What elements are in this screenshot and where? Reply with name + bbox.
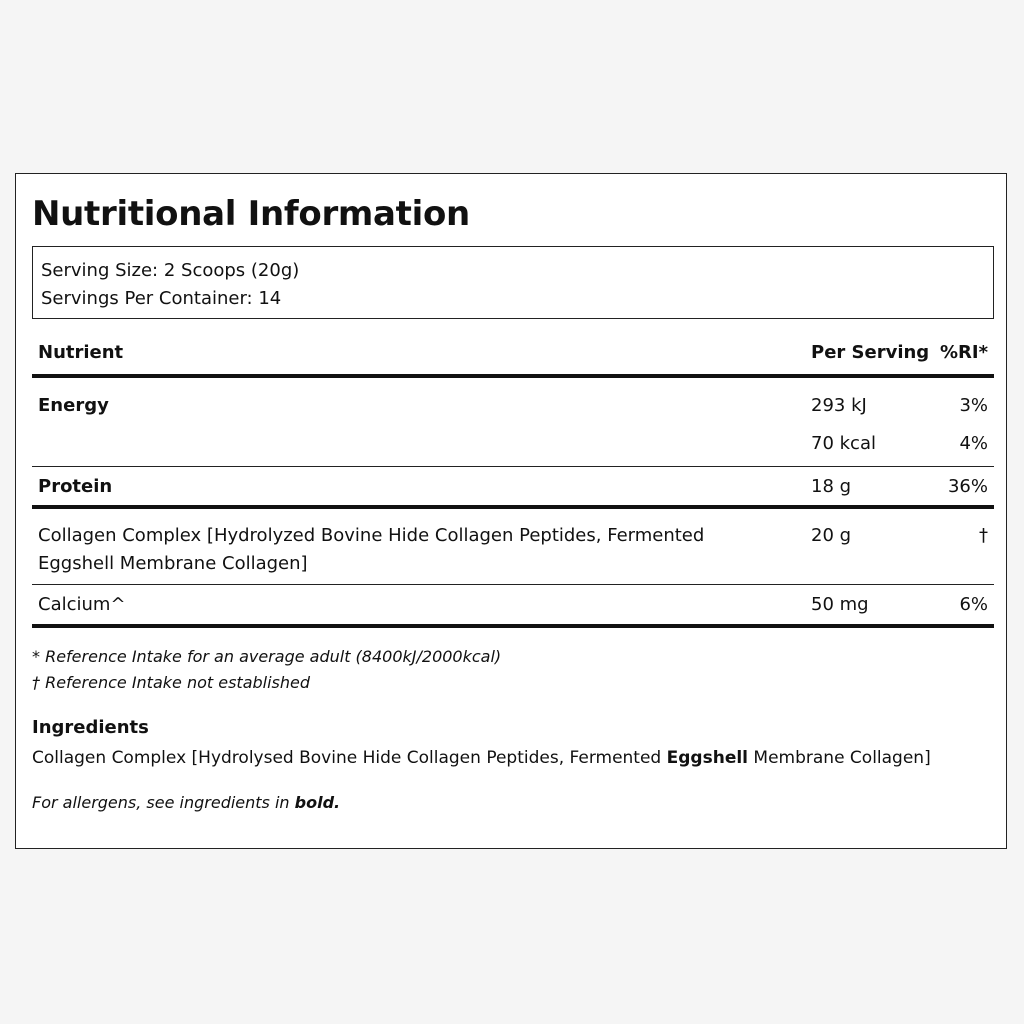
ingredients-text-after: Membrane Collagen] (748, 748, 931, 768)
ri-value: 36% (947, 476, 988, 497)
nutrient-name: Protein (38, 476, 113, 497)
per-serving-value: 20 g (811, 525, 852, 546)
ri-value: 3% (959, 395, 988, 416)
serving-info-box (32, 246, 994, 319)
nutrition-panel (15, 173, 1007, 849)
table-row (32, 378, 994, 416)
per-serving-value: 70 kcal (811, 433, 876, 454)
table-row (32, 509, 994, 584)
nutrition-table (32, 334, 994, 628)
nutrient-name: Calcium^ (38, 594, 126, 615)
table-header-row (32, 334, 994, 374)
header-per-serving: Per Serving (811, 342, 930, 363)
allergen-note-text: For allergens, see ingredients in (32, 793, 295, 812)
table-row (32, 467, 994, 505)
per-serving-value: 50 mg (811, 594, 869, 615)
header-nutrient: Nutrient (38, 342, 124, 363)
ri-value: † (979, 525, 988, 546)
ingredients-title: Ingredients (32, 717, 149, 738)
serving-size: Serving Size: 2 Scoops (20g) (41, 260, 300, 281)
ri-value: 6% (959, 594, 988, 615)
table-bottom-rule (32, 624, 994, 628)
ingredients-allergen: Eggshell (666, 748, 748, 768)
page-title: Nutritional Information (32, 194, 470, 234)
per-serving-value: 293 kJ (811, 395, 867, 416)
footnotes (32, 644, 501, 696)
ingredients-text-before: Collagen Complex [Hydrolysed Bovine Hide Collagen Peptides, Fermented (32, 748, 667, 768)
table-row (32, 585, 994, 624)
servings-per-container: Servings Per Container: 14 (41, 288, 282, 309)
nutrient-name: Energy (38, 395, 109, 416)
footnote-not-established: † Reference Intake not established (32, 673, 311, 692)
allergen-note (32, 790, 340, 816)
per-serving-value: 18 g (811, 476, 852, 497)
ri-value: 4% (959, 433, 988, 454)
nutrient-name: Collagen Complex [Hydrolyzed Bovine Hide Collagen Peptides, Fermented Eggshell Membrane Collagen] (38, 525, 705, 574)
table-row (32, 416, 994, 466)
ingredients-text (32, 744, 931, 772)
header-ri: %RI* (939, 342, 988, 363)
allergen-note-bold: bold. (294, 793, 341, 812)
footnote-reference-intake: * Reference Intake for an average adult (8400kJ/2000kcal) (32, 647, 502, 666)
